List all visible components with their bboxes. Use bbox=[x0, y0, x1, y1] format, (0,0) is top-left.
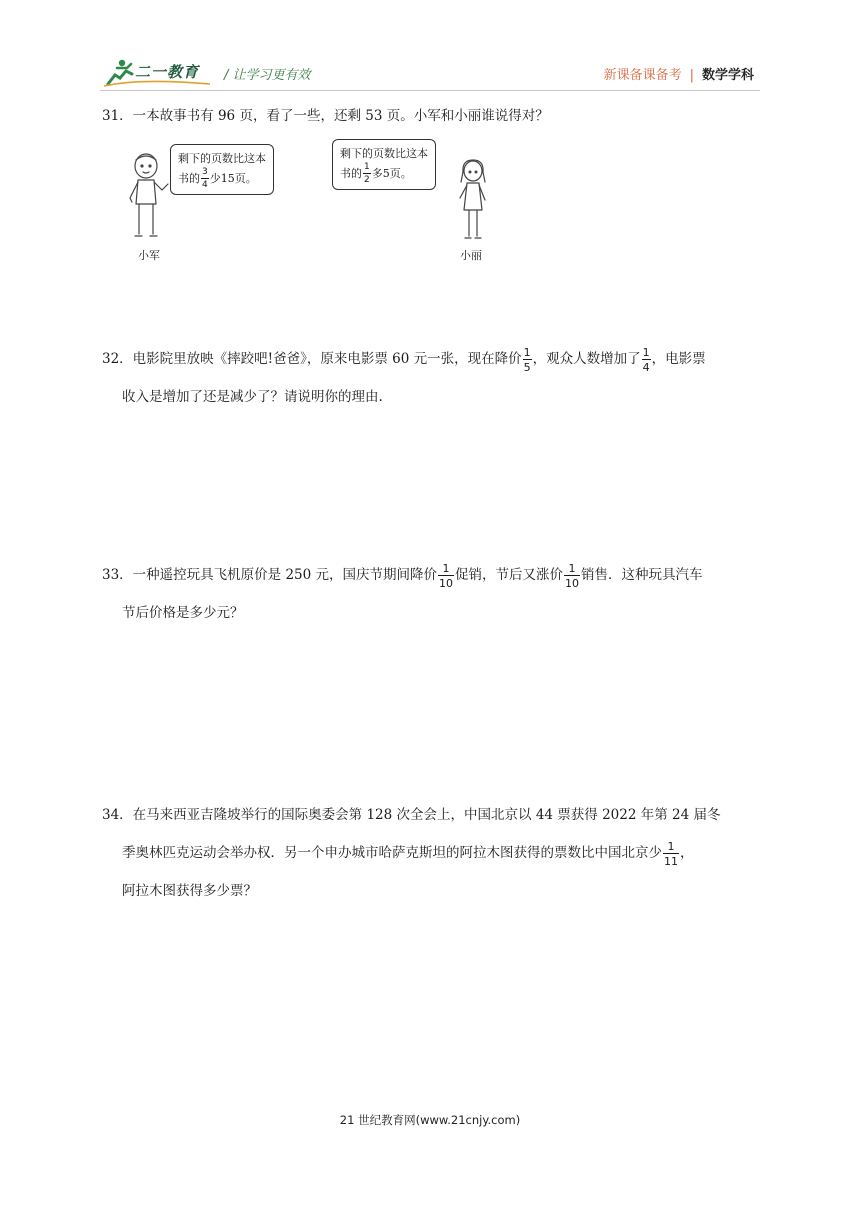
fraction-numerator: 1 bbox=[438, 563, 454, 576]
boy-figure-icon bbox=[122, 150, 174, 246]
header-tag-prep: 新课备课备考 bbox=[603, 68, 682, 83]
header-right bbox=[604, 64, 754, 83]
bubble-xiaojun-post: 少15页。 bbox=[209, 172, 257, 185]
question-33-line1 bbox=[102, 556, 762, 594]
bubble-xiaoli-line2 bbox=[340, 163, 428, 185]
bubble-xiaoli-pre: 书的 bbox=[340, 167, 362, 180]
header-separator: | bbox=[689, 68, 694, 83]
speech-bubble-xiaojun bbox=[170, 144, 274, 195]
fraction-denominator: 4 bbox=[642, 360, 650, 374]
question-33 bbox=[102, 556, 762, 632]
question-32-line1 bbox=[102, 340, 762, 378]
bubble-xiaoli-post: 多5页。 bbox=[371, 167, 412, 180]
question-33-line2: 节后价格是多少元？ bbox=[122, 605, 244, 621]
girl-figure-icon bbox=[452, 158, 494, 244]
q33-part3: 销售．这种玩具汽车 bbox=[581, 567, 703, 583]
q32-part2: ，观众人数增加了 bbox=[532, 351, 641, 367]
question-34-line3: 阿拉木图获得多少票？ bbox=[122, 883, 257, 899]
q33-part2: 促销，节后又涨价 bbox=[455, 567, 564, 583]
fraction-numerator: 3 bbox=[202, 167, 208, 177]
fraction-one-quarter bbox=[642, 347, 651, 373]
bubble-xiaojun-line2 bbox=[178, 168, 266, 190]
fraction-denominator: 4 bbox=[202, 180, 208, 190]
logo-text: 二一教育 bbox=[135, 63, 200, 81]
fraction-numerator: 1 bbox=[642, 345, 650, 359]
fraction-numerator: 1 bbox=[523, 345, 531, 359]
q34-line2-part2: ， bbox=[680, 845, 694, 861]
bubble-xiaojun-pre: 书的 bbox=[178, 172, 200, 185]
question-31 bbox=[102, 97, 762, 135]
question-32 bbox=[102, 340, 762, 416]
fraction-numerator: 1 bbox=[364, 162, 370, 172]
fraction-denominator: 11 bbox=[664, 854, 678, 868]
fraction-one-tenth bbox=[438, 563, 454, 589]
q32-part3: ，电影票 bbox=[651, 351, 706, 367]
slogan: / 让学习更有效 bbox=[224, 68, 311, 83]
fraction-one-fifth bbox=[523, 347, 532, 373]
fraction-one-half bbox=[363, 163, 371, 185]
label-xiaoli: 小丽 bbox=[460, 249, 482, 262]
question-34-line1: 34．在马来西亚吉隆坡举行的国际奥委会第 128 次全会上，中国北京以 44 票获得 2022 年第 24 届冬 bbox=[102, 807, 721, 823]
question-32-line2: 收入是增加了还是减少了？请说明你的理由. bbox=[122, 389, 383, 405]
header-tag-subject: 数学学科 bbox=[701, 68, 754, 83]
question-34 bbox=[102, 796, 762, 910]
label-xiaojun: 小军 bbox=[138, 249, 160, 262]
speech-bubble-xiaoli bbox=[332, 139, 436, 190]
fraction-one-eleventh bbox=[663, 841, 679, 867]
question-31-text: 31．一本故事书有 96 页，看了一些，还剩 53 页。小军和小丽谁说得对？ bbox=[102, 108, 549, 124]
bubble-xiaojun-line1: 剩下的页数比这本 bbox=[178, 152, 266, 165]
fraction-three-quarters bbox=[201, 168, 209, 190]
q33-part1: 33．一种遥控玩具飞机原价是 250 元，国庆节期间降价 bbox=[102, 567, 438, 583]
page-header bbox=[100, 56, 760, 91]
fraction-denominator: 5 bbox=[523, 360, 531, 374]
fraction-denominator: 2 bbox=[364, 175, 370, 185]
q32-part1: 32．电影院里放映《摔跤吧!爸爸》，原来电影票 60 元一张，现在降价 bbox=[102, 351, 522, 367]
fraction-one-tenth-second bbox=[564, 563, 580, 589]
q34-line2-part1: 季奥林匹克运动会举办权．另一个申办城市哈萨克斯坦的阿拉木图获得的票数比中国北京少 bbox=[122, 845, 662, 861]
question-34-line2 bbox=[102, 834, 762, 872]
fraction-denominator: 10 bbox=[565, 576, 580, 590]
fraction-denominator: 10 bbox=[439, 576, 454, 590]
page-footer: 21 世纪教育网(www.21cnjy.com) bbox=[339, 1113, 521, 1127]
fraction-numerator: 1 bbox=[564, 563, 580, 576]
fraction-numerator: 1 bbox=[663, 841, 679, 854]
bubble-xiaoli-line1: 剩下的页数比这本 bbox=[340, 147, 428, 160]
